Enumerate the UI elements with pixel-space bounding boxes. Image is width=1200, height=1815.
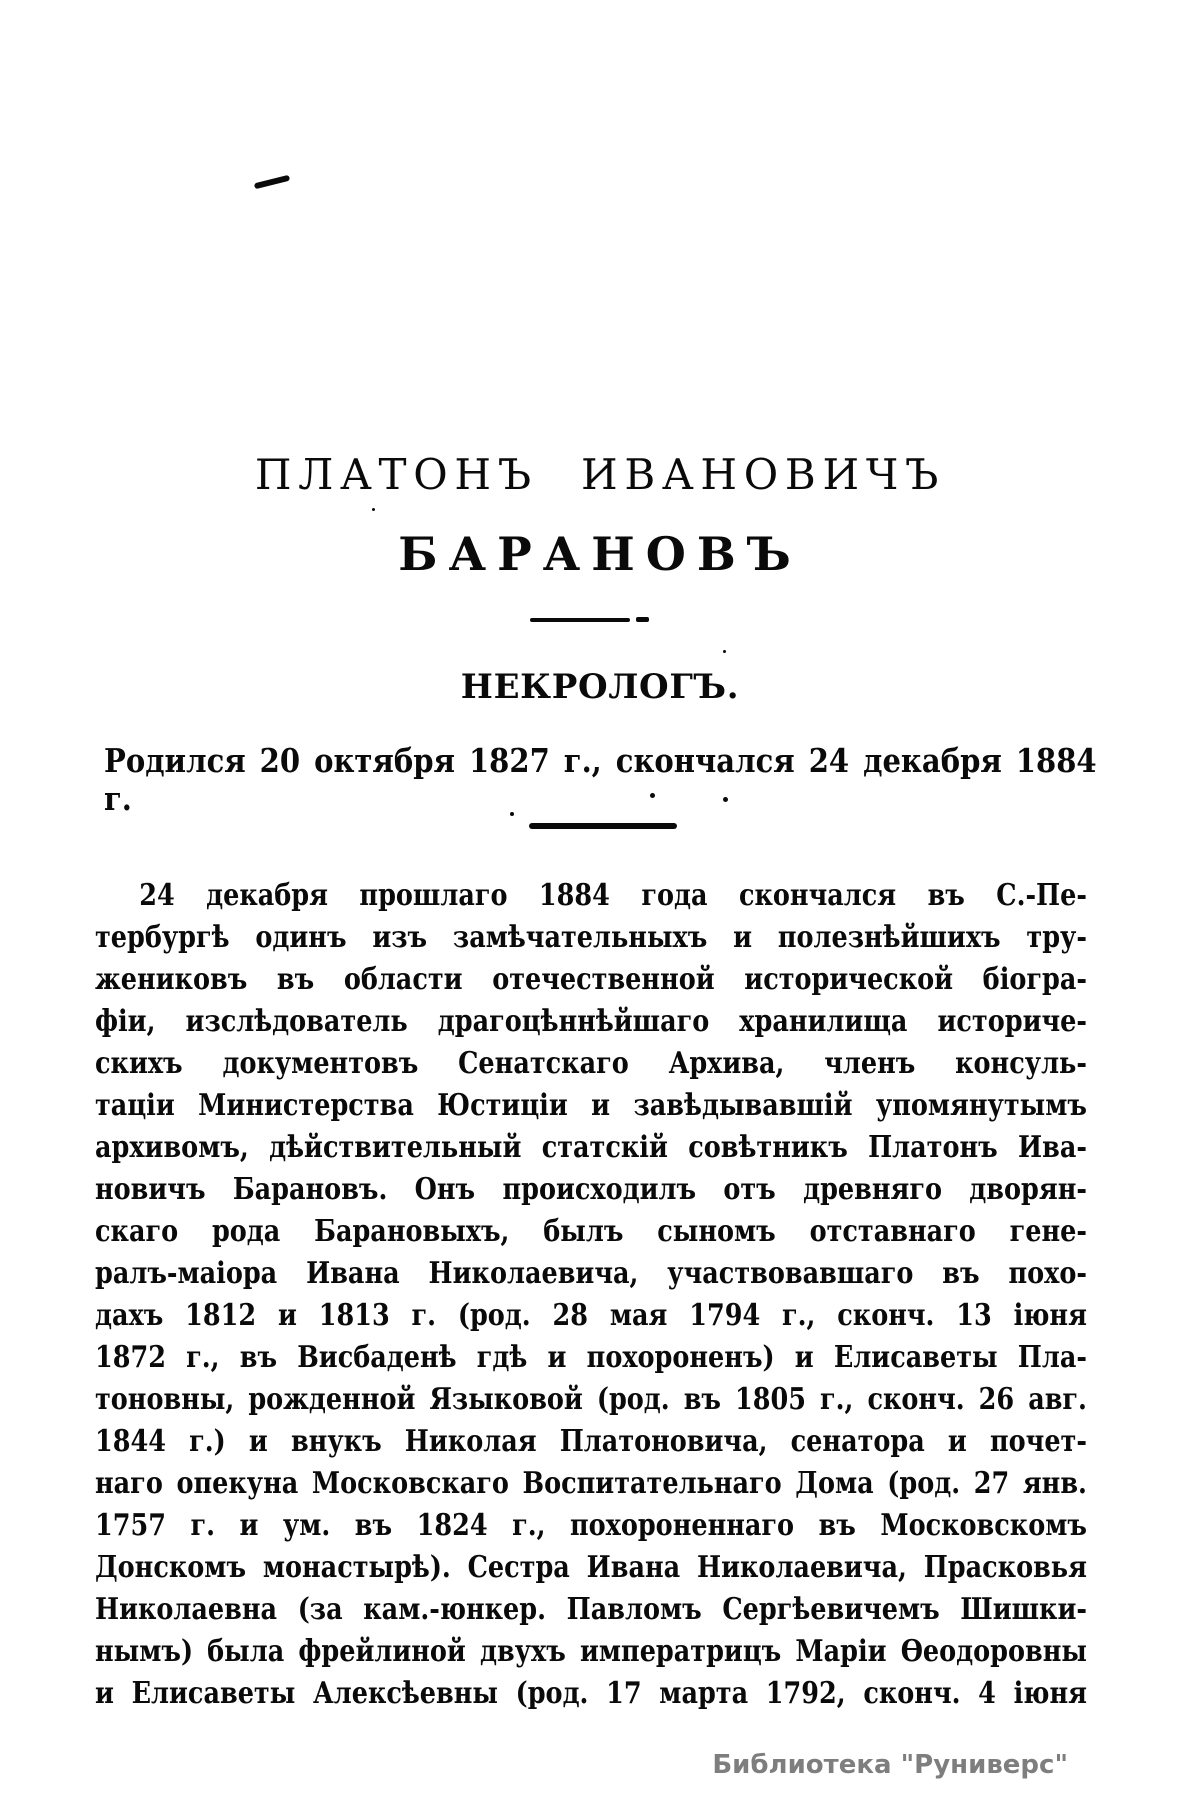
body-text-line: ралъ-маіора Ивана Николаевича, участвовавшаго въ похо- [95,1256,1087,1291]
body-text-line: 1757 г. и ум. въ 1824 г., похороненнаго въ Московскомъ [95,1508,1087,1543]
body-text-line: новичъ Барановъ. Онъ происходилъ отъ древняго дворян- [95,1172,1087,1207]
body-text-line: фіи, изслѣдователь драгоцѣннѣйшаго хранилища историче- [95,1004,1087,1039]
body-text-line: 24 декабря прошлаго 1884 года скончался въ С.-Пе- [139,878,1087,913]
body-text-line: жениковъ въ области отечественной исторической біогра- [95,962,1087,997]
decorative-rule-bottom [529,823,677,829]
birth-death-dates-line: Родился 20 октября 1827 г., скончался 24 декабря 1884 г. [104,741,1097,818]
body-text-line: таціи Министерства Юстиціи и завѣдывавшій упомянутымъ [95,1088,1087,1123]
ink-speck [650,793,655,798]
obituary-body-paragraph [95,875,1200,1715]
body-text-line: наго опекуна Московскаго Воспитательнаго Дома (род. 27 янв. [95,1466,1087,1501]
body-text-line: и Елисаветы Алексѣевны (род. 17 марта 1792, сконч. 4 іюня [95,1676,1087,1711]
body-text-line: тербургѣ одинъ изъ замѣчательныхъ и полезнѣйшихъ тру- [95,920,1087,955]
body-text-line: нымъ) была фрейлиной двухъ императрицъ Маріи Ѳеодоровны [95,1634,1087,1669]
body-text-line: скихъ документовъ Сенатскаго Архива, членъ консуль- [95,1046,1087,1081]
ink-speck [372,508,375,511]
body-text-line: архивомъ, дѣйствительный статскій совѣтникъ Платонъ Ива- [95,1130,1087,1165]
ink-speck [510,812,514,816]
decorative-rule-top-end-dash [636,617,649,622]
body-text-line: дахъ 1812 и 1813 г. (род. 28 мая 1794 г., сконч. 13 іюня [95,1298,1087,1333]
person-name-heading-first: ПЛАТОНЪ ИВАНОВИЧЪ [254,450,946,499]
body-text-line: 1844 г.) и внукъ Николая Платоновича, сенатора и почет- [95,1424,1087,1459]
ink-speck [723,797,728,802]
body-text-line: Николаевна (за кам.-юнкер. Павломъ Сергѣевичемъ Шишки- [95,1592,1087,1627]
person-surname-heading: БАРАНОВЪ [398,527,802,581]
runivers-library-watermark: Библиотека "Руниверс" [712,1750,1068,1780]
body-text-line: 1872 г., въ Висбаденѣ гдѣ и похороненъ) и Елисаветы Пла- [95,1340,1087,1375]
ink-smudge-artifact [254,175,290,190]
necrology-section-heading: НЕКРОЛОГЪ. [460,667,740,707]
body-text-line: Донскомъ монастырѣ). Сестра Ивана Николаевича, Прасковья [95,1550,1087,1585]
body-text-line: тоновны, рожденной Языковой (род. въ 1805 г., сконч. 26 авг. [95,1382,1087,1417]
ink-speck [723,650,726,653]
body-text-line: скаго рода Барановыхъ, былъ сыномъ отставнаго гене- [95,1214,1087,1249]
decorative-rule-top [530,618,630,622]
